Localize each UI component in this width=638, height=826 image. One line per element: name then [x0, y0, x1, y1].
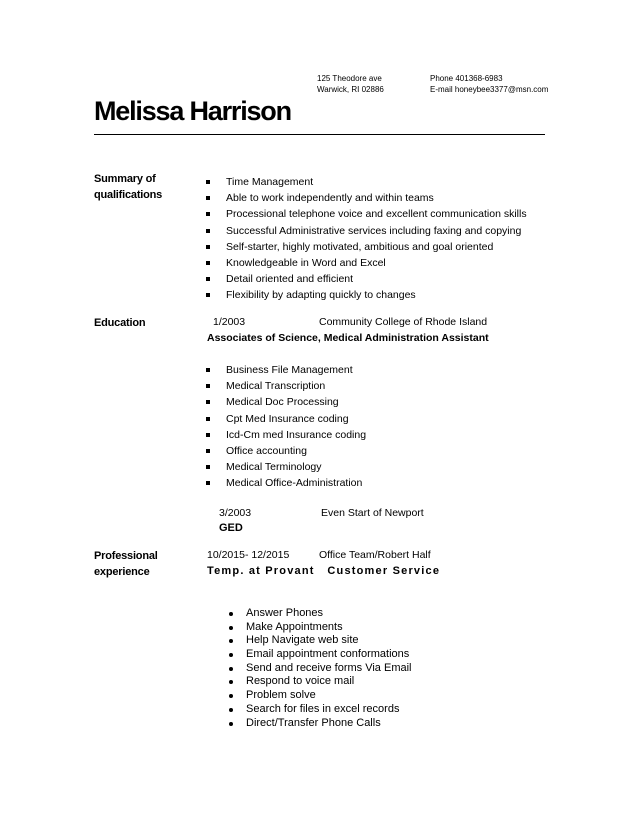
summary-heading	[94, 171, 162, 203]
list-item: Office accounting	[206, 443, 366, 459]
experience-heading-line-2: experience	[94, 566, 150, 578]
list-item: Search for files in excel records	[229, 703, 412, 717]
list-item: Medical Doc Processing	[206, 394, 366, 410]
list-item: Processional telephone voice and excellent communication skills	[206, 206, 527, 222]
email-text: E-mail honeybee3377@msn.com	[430, 85, 549, 94]
header-divider	[94, 134, 545, 135]
experience-title: Temp. at Provant Customer Service	[207, 565, 441, 577]
education-school-2: Even Start of Newport	[321, 507, 424, 519]
list-item: Make Appointments	[229, 621, 412, 635]
list-item: Help Navigate web site	[229, 634, 412, 648]
education-degree-2: GED	[219, 522, 243, 534]
list-item: Answer Phones	[229, 607, 412, 621]
list-item: Flexibility by adapting quickly to changes	[206, 287, 527, 303]
education-degree-1: Associates of Science, Medical Administration Assistant	[207, 332, 489, 344]
list-item: Problem solve	[229, 689, 412, 703]
list-item: Direct/Transfer Phone Calls	[229, 717, 412, 731]
list-item: Time Management	[206, 174, 527, 190]
list-item: Knowledgeable in Word and Excel	[206, 255, 527, 271]
phone-text: Phone 401368-6983	[430, 74, 503, 83]
list-item: Business File Management	[206, 362, 366, 378]
address-line-2: Warwick, RI 02886	[317, 85, 384, 94]
experience-dates: 10/2015- 12/2015	[207, 549, 290, 561]
list-item: Self-starter, highly motivated, ambitious and goal oriented	[206, 239, 527, 255]
courses-list	[206, 362, 366, 492]
list-item: Medical Terminology	[206, 459, 366, 475]
summary-list	[206, 174, 527, 304]
experience-company: Office Team/Robert Half	[319, 549, 431, 561]
list-item: Medical Transcription	[206, 378, 366, 394]
list-item: Respond to voice mail	[229, 675, 412, 689]
list-item: Successful Administrative services including faxing and copying	[206, 223, 527, 239]
experience-heading-line-1: Professional	[94, 550, 158, 562]
education-date-2: 3/2003	[219, 507, 252, 519]
education-date-1: 1/2003	[213, 316, 246, 328]
page-title: Melissa Harrison	[94, 96, 291, 126]
list-item: Medical Office-Administration	[206, 475, 366, 491]
experience-heading	[94, 548, 158, 580]
list-item: Email appointment conformations	[229, 648, 412, 662]
contact-block	[430, 73, 548, 95]
summary-heading-line-1: Summary of	[94, 173, 156, 185]
address-block	[317, 73, 384, 95]
list-item: Able to work independently and within teams	[206, 190, 527, 206]
address-line-1: 125 Theodore ave	[317, 74, 382, 83]
list-item: Send and receive forms Via Email	[229, 662, 412, 676]
summary-heading-line-2: qualifications	[94, 189, 163, 201]
list-item: Detail oriented and efficient	[206, 271, 527, 287]
list-item: Cpt Med Insurance coding	[206, 411, 366, 427]
duties-list	[229, 607, 412, 730]
education-school-1: Community College of Rhode Island	[319, 316, 488, 328]
education-heading: Education	[94, 317, 146, 329]
list-item: Icd-Cm med Insurance coding	[206, 427, 366, 443]
